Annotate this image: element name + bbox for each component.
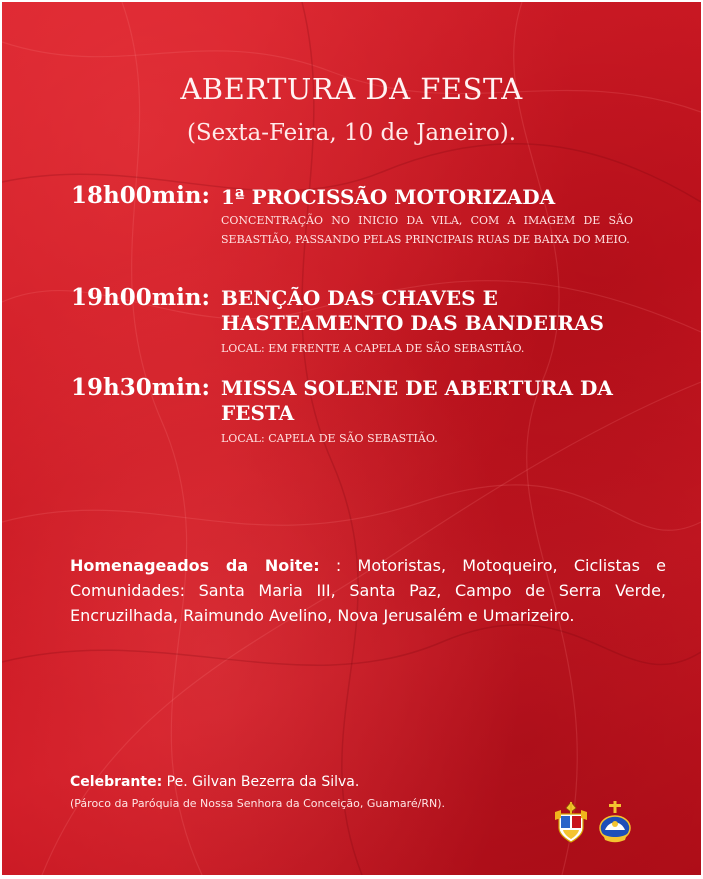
- celebrant-label: Celebrante:: [70, 774, 163, 790]
- honorees-text: : Motoristas, Motoqueiro, Ciclistas e Comunidades: Santa Maria III, Santa Paz, Campo de Serra Verde, Encruzilhada, Raimundo Avelino, Nova Jerusalém e Umarizeiro.: [70, 556, 666, 625]
- honorees-paragraph: [70, 553, 666, 628]
- celebrant-line: [70, 774, 359, 790]
- celebrant-name: Pe. Gilvan Bezerra da Silva.: [162, 774, 360, 790]
- schedule-time: 19h30min:: [71, 374, 211, 401]
- event-poster: [2, 2, 701, 875]
- schedule-time: 19h00min:: [71, 284, 211, 311]
- honorees-label: Homenageados da Noite:: [70, 556, 320, 575]
- schedule-description: LOCAL: CAPELA DE SÃO SEBASTIÃO.: [221, 432, 438, 445]
- page-title: ABERTURA DA FESTA: [180, 72, 523, 106]
- schedule-description: LOCAL: EM FRENTE A CAPELA DE SÃO SEBASTIÃO.: [221, 342, 525, 355]
- schedule-title: FESTA: [221, 401, 295, 425]
- schedule-title: HASTEAMENTO DAS BANDEIRAS: [221, 311, 604, 335]
- schedule-title: 1ª PROCISSÃO MOTORIZADA: [221, 185, 556, 209]
- schedule-time: 18h00min:: [71, 182, 211, 209]
- schedule-title: BENÇÃO DAS CHAVES E: [221, 286, 498, 310]
- schedule-description: CONCENTRAÇÃO NO INICIO DA VILA, COM A IMAGEM DE SÃO SEBASTIÃO, PASSANDO PELAS PRINCIPAIS RUAS DE BAIXA DO MEIO.: [221, 214, 633, 246]
- parish-emblem-icon: [597, 800, 633, 844]
- parish-note: (Pároco da Paróquia de Nossa Senhora da Conceição, Guamaré/RN).: [70, 797, 445, 810]
- diocese-coat-of-arms-icon: [553, 800, 589, 844]
- schedule-title: MISSA SOLENE DE ABERTURA DA: [221, 376, 613, 400]
- event-date: (Sexta-Feira, 10 de Janeiro).: [186, 120, 517, 146]
